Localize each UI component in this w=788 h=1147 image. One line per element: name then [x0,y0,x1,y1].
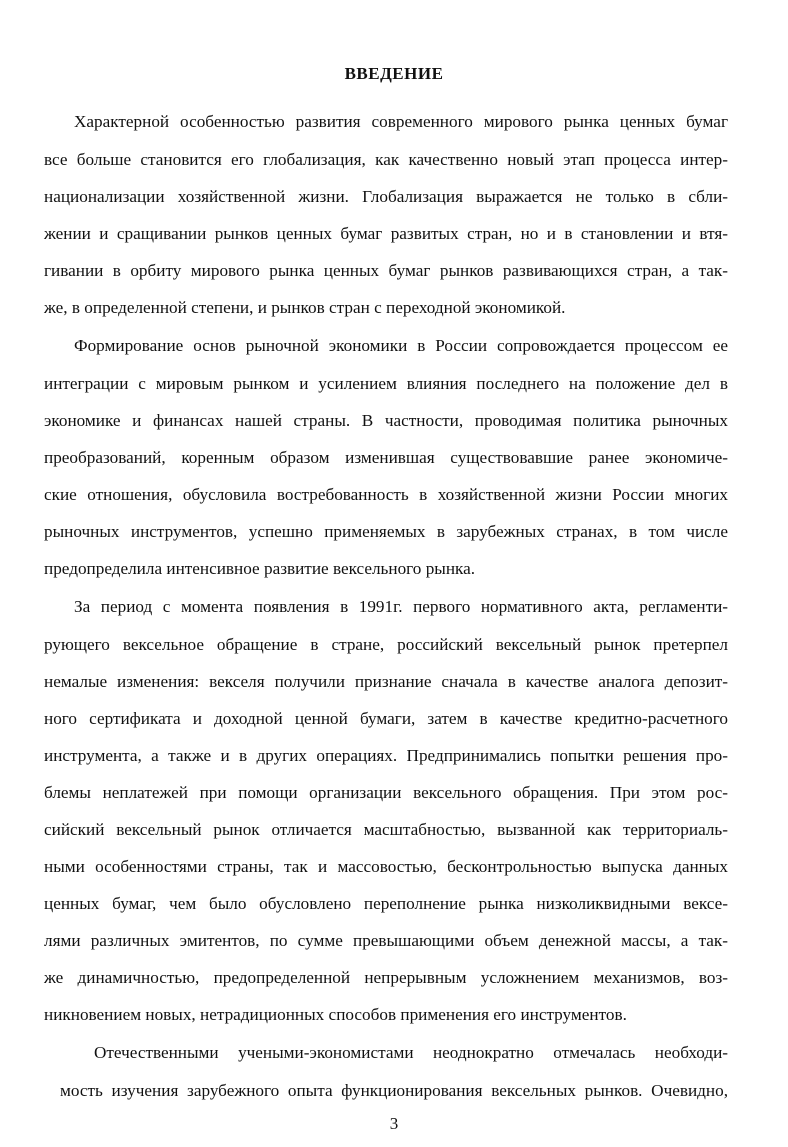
text-line: лями различных эмитентов, по сумме превышающими объем денежной массы, а так- [44,931,728,950]
text-line: никновением новых, нетрадиционных способов применения его инструментов. [44,1005,627,1024]
text-line: ного сертификата и доходной ценной бумаги, затем в качестве кредитно-расчетного [44,709,728,728]
text-line: все больше становится его глобализация, как качественно новый этап процесса интер- [44,150,728,169]
text-line: предопределила интенсивное развитие вексельного рынка. [44,559,476,578]
text-line: же, в определенной степени, и рынков стран с переходной экономикой. [44,298,566,317]
text-line: сийский вексельный рынок отличается масштабностью, вызванной как территориаль- [44,820,728,839]
text-line: ские отношения, обусловила востребованность в хозяйственной жизни России многих [44,485,728,504]
page-title: ВВЕДЕНИЕ [344,64,444,83]
text-line: экономике и финансах нашей страны. В частности, проводимая политика рыночных [44,411,728,430]
text-line: ными особенностями страны, так и массовостью, бесконтрольностью выпуска данных [44,857,728,876]
text-line: рующего вексельное обращение в стране, российский вексельный рынок претерпел [44,635,728,654]
text-line: преобразований, коренным образом изменившая существовавшие ранее экономиче- [44,448,728,467]
text-line: За период с момента появления в 1991г. первого нормативного акта, регламенти- [74,597,728,616]
text-line: гивании в орбиту мирового рынка ценных бумаг рынков развивающихся стран, а так- [44,261,728,280]
text-line: Характерной особенностью развития современного мирового рынка ценных бумаг [74,112,728,131]
text-line: интеграции с мировым рынком и усилением влияния последнего на положение дел в [44,374,728,393]
text-line: национализации хозяйственной жизни. Глобализация выражается не только в сбли- [44,187,728,206]
text-line: Отечественными учеными-экономистами неоднократно отмечалась необходи- [94,1043,728,1062]
text-line: мость изучения зарубежного опыта функционирования вексельных рынков. Очевидно, [60,1081,728,1100]
text-line: же динамичностью, предопределенной непрерывным усложнением механизмов, воз- [44,968,728,987]
page-number: 3 [389,1114,399,1133]
text-line: немалые изменения: векселя получили признание сначала в качестве аналога депозит- [44,672,728,691]
text-line: жении и сращивании рынков ценных бумаг развитых стран, но и в становлении и втя- [44,224,728,243]
text-line: инструмента, а также и в других операциях. Предпринимались попытки решения про- [44,746,728,765]
text-line: блемы неплатежей при помощи организации вексельного обращения. При этом рос- [44,783,728,802]
text-line: Формирование основ рыночной экономики в России сопровождается процессом ее [74,336,728,355]
text-line: ценных бумаг, чем было обусловлено переполнение рынка низколиквидными вексе- [44,894,728,913]
text-line: рыночных инструментов, успешно применяемых в зарубежных странах, в том числе [44,522,728,541]
